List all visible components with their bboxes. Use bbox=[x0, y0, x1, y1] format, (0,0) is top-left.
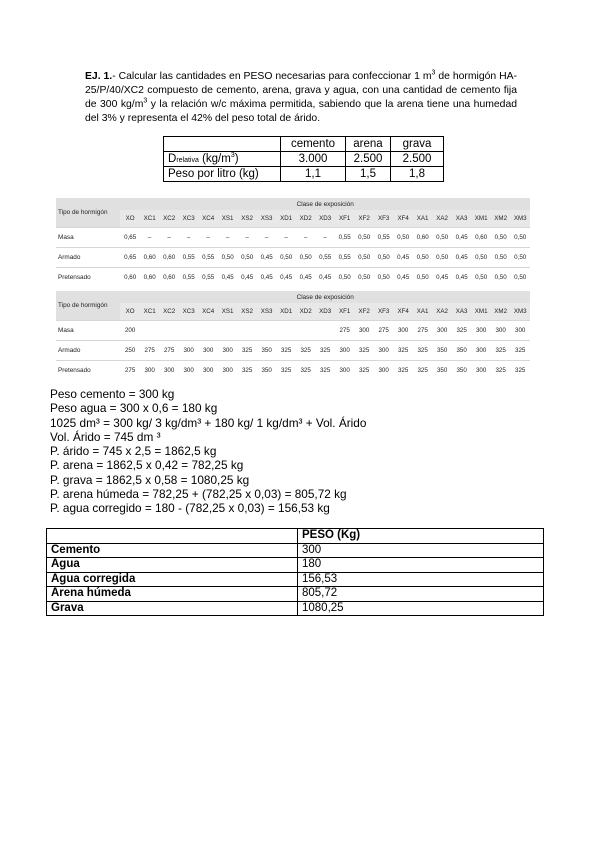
exposure-table-wc bbox=[56, 198, 530, 287]
exposure-value: – bbox=[237, 228, 257, 248]
table-row bbox=[47, 558, 544, 573]
exposure-code: XA3 bbox=[452, 303, 472, 321]
results-header-peso: PESO (Kg) bbox=[298, 529, 544, 544]
exposure-code: XA2 bbox=[432, 210, 452, 228]
exposure-value: 300 bbox=[198, 361, 218, 381]
exposure-value: – bbox=[179, 228, 199, 248]
calc-line: Vol. Árido = 745 dm ³ bbox=[50, 429, 161, 444]
exposure-value: 0,45 bbox=[276, 268, 296, 288]
exposure-code: XO bbox=[120, 210, 140, 228]
exposure-value: – bbox=[257, 228, 277, 248]
exposure-code: XS1 bbox=[218, 303, 238, 321]
density-row1-label-sub: relativa bbox=[176, 157, 199, 164]
exposure-value: 325 bbox=[296, 361, 316, 381]
exposure-value: 0,55 bbox=[198, 248, 218, 268]
exposure-code: XS2 bbox=[237, 210, 257, 228]
exposure-code: XS3 bbox=[257, 210, 277, 228]
table-row bbox=[56, 268, 530, 288]
exposure-value: 0,60 bbox=[159, 268, 179, 288]
exposure-value: 0,50 bbox=[335, 268, 355, 288]
results-header-row bbox=[47, 529, 544, 544]
exposure-value: 0,65 bbox=[120, 228, 140, 248]
exposure-value: 0,65 bbox=[120, 248, 140, 268]
results-value: 156,53 bbox=[298, 572, 544, 587]
exposure-row-label: Pretensado bbox=[56, 268, 120, 288]
exposure-code: XD1 bbox=[276, 303, 296, 321]
calc-line: P. grava = 1862,5 x 0,58 = 1080,25 kg bbox=[50, 472, 250, 487]
exposure-value: 0,50 bbox=[413, 268, 433, 288]
exposure-value: 0,45 bbox=[315, 268, 335, 288]
exposure-value: 0,50 bbox=[354, 268, 374, 288]
exposure-value: 0,55 bbox=[335, 228, 355, 248]
exposure-value: 0,50 bbox=[471, 268, 491, 288]
exposure-code: XD1 bbox=[276, 210, 296, 228]
exposure-table-cement bbox=[56, 291, 530, 380]
exposure-code: XF3 bbox=[374, 303, 394, 321]
exposure-value: 300 bbox=[159, 361, 179, 381]
density-header-row bbox=[164, 137, 444, 152]
problem-text-1: - Calcular las cantidades en PESO necesarias para confeccionar 1 m bbox=[112, 71, 432, 82]
exposure-value: 325 bbox=[296, 341, 316, 361]
results-label: Grava bbox=[47, 601, 298, 616]
exposure-value: 325 bbox=[413, 341, 433, 361]
exposure-value: 300 bbox=[510, 321, 530, 341]
exposure-value: 300 bbox=[179, 341, 199, 361]
exposure-value: 275 bbox=[413, 321, 433, 341]
exposure-value: 0,55 bbox=[179, 268, 199, 288]
exposure-code: XS1 bbox=[218, 210, 238, 228]
exposure-value bbox=[237, 321, 257, 341]
exposure-value: 0,45 bbox=[393, 248, 413, 268]
density-row1-label-main: D bbox=[168, 153, 177, 165]
exposure-value: 0,50 bbox=[510, 248, 530, 268]
results-value: 805,72 bbox=[298, 587, 544, 602]
exposure-value: – bbox=[218, 228, 238, 248]
exposure-value: 325 bbox=[491, 361, 511, 381]
exposure-value: 0,50 bbox=[491, 268, 511, 288]
exposure-value: 0,50 bbox=[354, 248, 374, 268]
exposure-value: 0,60 bbox=[140, 268, 160, 288]
exposure-value bbox=[159, 321, 179, 341]
table-row bbox=[56, 341, 530, 361]
exposure-value: 0,50 bbox=[393, 228, 413, 248]
exposure-value: 325 bbox=[413, 361, 433, 381]
exposure-code: XA2 bbox=[432, 303, 452, 321]
exposure-value: 275 bbox=[159, 341, 179, 361]
density-table bbox=[163, 136, 444, 182]
exposure-value: 250 bbox=[120, 341, 140, 361]
exposure-code: XC4 bbox=[198, 210, 218, 228]
exposure-code: XF2 bbox=[354, 210, 374, 228]
exposure-value: 0,50 bbox=[413, 248, 433, 268]
problem-statement bbox=[85, 70, 517, 126]
exposure-code: XF2 bbox=[354, 303, 374, 321]
exposure-value: 0,45 bbox=[393, 268, 413, 288]
exposure-value: 0,50 bbox=[432, 248, 452, 268]
exposure-row-label: Masa bbox=[56, 228, 120, 248]
density-row1-label bbox=[164, 152, 281, 167]
exposure-value: 325 bbox=[276, 361, 296, 381]
exposure-value: 350 bbox=[432, 361, 452, 381]
exposure-value: 325 bbox=[491, 341, 511, 361]
exposure-value: 300 bbox=[471, 321, 491, 341]
calc-line: P. árido = 745 x 2,5 = 1862,5 kg bbox=[50, 444, 217, 459]
exposure-value: 0,50 bbox=[491, 248, 511, 268]
exposure-value bbox=[276, 321, 296, 341]
exposure-value: 300 bbox=[374, 341, 394, 361]
calc-line: P. arena = 1862,5 x 0,42 = 782,25 kg bbox=[50, 458, 244, 473]
exposure-code: XA1 bbox=[413, 210, 433, 228]
density-row1-grava: 2.500 bbox=[391, 152, 444, 167]
density-header-cemento: cemento bbox=[281, 137, 346, 152]
exposure-value: 300 bbox=[374, 361, 394, 381]
exposure-value: 300 bbox=[432, 321, 452, 341]
exposure-value: 0,50 bbox=[510, 268, 530, 288]
exposure-value: 0,55 bbox=[179, 248, 199, 268]
exposure-value: 300 bbox=[354, 321, 374, 341]
exposure-code: XM3 bbox=[510, 210, 530, 228]
exposure-code: XD2 bbox=[296, 303, 316, 321]
exposure-value: 0,55 bbox=[198, 268, 218, 288]
exposure-value: 0,45 bbox=[257, 268, 277, 288]
exposure-value: 0,50 bbox=[491, 228, 511, 248]
exposure-code: XF4 bbox=[393, 210, 413, 228]
density-row1-unit: (kg/m bbox=[198, 153, 231, 165]
exposure-code: XC2 bbox=[159, 210, 179, 228]
exposure-value: – bbox=[276, 228, 296, 248]
exposure-row-label: Armado bbox=[56, 248, 120, 268]
exposure-value: 0,50 bbox=[374, 248, 394, 268]
results-label: Arena húmeda bbox=[47, 587, 298, 602]
exposure-value: 350 bbox=[257, 341, 277, 361]
exposure-code: XC4 bbox=[198, 303, 218, 321]
exposure-value: – bbox=[296, 228, 316, 248]
exposure-value: 0,50 bbox=[276, 248, 296, 268]
exposure-header-row bbox=[56, 291, 530, 303]
exposure-type-header: Tipo de hormigón bbox=[56, 291, 120, 321]
exposure-value: 350 bbox=[452, 341, 472, 361]
exposure-value: 325 bbox=[510, 341, 530, 361]
exposure-value: 0,50 bbox=[374, 268, 394, 288]
exposure-code: XM1 bbox=[471, 303, 491, 321]
exposure-value: 325 bbox=[393, 361, 413, 381]
exposure-code: XF3 bbox=[374, 210, 394, 228]
density-row2-arena: 1,5 bbox=[346, 167, 391, 182]
calc-line: Peso cemento = 300 kg bbox=[50, 387, 175, 401]
exposure-value: 325 bbox=[237, 361, 257, 381]
exposure-code: XM2 bbox=[491, 303, 511, 321]
exposure-code: XF1 bbox=[335, 210, 355, 228]
exposure-value: 0,55 bbox=[335, 248, 355, 268]
exposure-value: 200 bbox=[120, 321, 140, 341]
table-row bbox=[56, 248, 530, 268]
problem-label: EJ. 1. bbox=[85, 71, 113, 82]
exposure-value: 0,45 bbox=[257, 248, 277, 268]
exposure-value: 0,45 bbox=[218, 268, 238, 288]
exposure-value: 300 bbox=[335, 341, 355, 361]
exposure-code: XC3 bbox=[179, 303, 199, 321]
exposure-value: 300 bbox=[179, 361, 199, 381]
exposure-code: XC3 bbox=[179, 210, 199, 228]
table-row bbox=[56, 361, 530, 381]
exposure-value: 0,50 bbox=[471, 248, 491, 268]
exposure-value bbox=[315, 321, 335, 341]
table-row bbox=[56, 228, 530, 248]
exposure-value: – bbox=[159, 228, 179, 248]
exposure-code: XS2 bbox=[237, 303, 257, 321]
results-value: 1080,25 bbox=[298, 601, 544, 616]
table-row bbox=[47, 572, 544, 587]
exposure-value: 0,55 bbox=[315, 248, 335, 268]
exposure-value: 0,45 bbox=[452, 248, 472, 268]
results-label: Agua bbox=[47, 558, 298, 573]
exposure-value: 0,55 bbox=[374, 228, 394, 248]
exposure-value: 0,60 bbox=[120, 268, 140, 288]
results-label: Cemento bbox=[47, 543, 298, 558]
exposure-code: XC1 bbox=[140, 210, 160, 228]
exposure-value bbox=[140, 321, 160, 341]
exposure-value: 350 bbox=[432, 341, 452, 361]
exposure-value: 300 bbox=[140, 361, 160, 381]
exposure-value: 300 bbox=[471, 361, 491, 381]
exposure-value: – bbox=[140, 228, 160, 248]
exposure-value: 300 bbox=[218, 361, 238, 381]
results-label: Agua corregida bbox=[47, 572, 298, 587]
density-header-empty bbox=[164, 137, 281, 152]
exposure-value: 0,60 bbox=[471, 228, 491, 248]
density-row1-unit-sup: 3 bbox=[230, 152, 235, 160]
exposure-codes-row bbox=[56, 210, 530, 228]
exposure-code: XA3 bbox=[452, 210, 472, 228]
results-value: 300 bbox=[298, 543, 544, 558]
density-row-weight bbox=[164, 167, 444, 182]
exposure-value: 275 bbox=[140, 341, 160, 361]
results-header-empty bbox=[47, 529, 298, 544]
exposure-value: 325 bbox=[237, 341, 257, 361]
problem-text-2: de hormigón HA-25/P/40/XC2 compuesto de cemento, arena, grava y agua, con una cantidad de cemento fija de 300 kg/m bbox=[85, 71, 517, 110]
exposure-code: XO bbox=[120, 303, 140, 321]
results-table bbox=[46, 528, 544, 616]
density-row2-label: Peso por litro (kg) bbox=[164, 167, 281, 182]
density-row1-arena: 2.500 bbox=[346, 152, 391, 167]
exposure-value bbox=[296, 321, 316, 341]
exposure-value: 325 bbox=[393, 341, 413, 361]
exposure-value: 325 bbox=[315, 341, 335, 361]
density-row1-unit-end: ) bbox=[234, 153, 239, 165]
exposure-value: 300 bbox=[471, 341, 491, 361]
density-header-arena: arena bbox=[346, 137, 391, 152]
exposure-value: 325 bbox=[354, 341, 374, 361]
exposure-value bbox=[198, 321, 218, 341]
exposure-value bbox=[179, 321, 199, 341]
exposure-value: 325 bbox=[510, 361, 530, 381]
exposure-value: 0,45 bbox=[296, 268, 316, 288]
exposure-value: 350 bbox=[452, 361, 472, 381]
exposure-code: XM1 bbox=[471, 210, 491, 228]
exposure-value: 275 bbox=[120, 361, 140, 381]
calc-line: P. arena húmeda = 782,25 + (782,25 x 0,03) = 805,72 kg bbox=[50, 487, 347, 502]
exposure-value: – bbox=[315, 228, 335, 248]
table-row bbox=[47, 587, 544, 602]
exposure-code: XF1 bbox=[335, 303, 355, 321]
problem-text-3: y la relación w/c máxima permitida, sabiendo que la arena tiene una humedad del 3% y representa el 42% del peso total de árido. bbox=[85, 99, 517, 124]
exposure-value: 0,50 bbox=[296, 248, 316, 268]
exposure-code: XD3 bbox=[315, 303, 335, 321]
results-value: 180 bbox=[298, 558, 544, 573]
exposure-codes-row bbox=[56, 303, 530, 321]
exposure-code: XS3 bbox=[257, 303, 277, 321]
exposure-value: 0,50 bbox=[432, 228, 452, 248]
exposure-class-header: Clase de exposición bbox=[120, 291, 530, 303]
problem-text-sup: 3 bbox=[431, 69, 436, 77]
exposure-value: 0,50 bbox=[510, 228, 530, 248]
exposure-code: XM3 bbox=[510, 303, 530, 321]
table-row bbox=[47, 601, 544, 616]
exposure-value: – bbox=[198, 228, 218, 248]
table-row bbox=[47, 543, 544, 558]
exposure-value: 325 bbox=[276, 341, 296, 361]
exposure-value: 325 bbox=[315, 361, 335, 381]
exposure-value: 275 bbox=[335, 321, 355, 341]
exposure-row-label: Pretensado bbox=[56, 361, 120, 381]
exposure-value: 275 bbox=[374, 321, 394, 341]
exposure-value: 0,45 bbox=[237, 268, 257, 288]
exposure-header-row bbox=[56, 198, 530, 210]
table-row bbox=[56, 321, 530, 341]
exposure-value: 325 bbox=[354, 361, 374, 381]
problem-text-sup2: 3 bbox=[143, 97, 148, 105]
exposure-value: 300 bbox=[335, 361, 355, 381]
exposure-value: 0,45 bbox=[452, 268, 472, 288]
exposure-value: 0,45 bbox=[452, 228, 472, 248]
calculation-steps bbox=[50, 387, 366, 516]
exposure-value: 0,45 bbox=[432, 268, 452, 288]
calc-line: P. agua corregido = 180 - (782,25 x 0,03) = 156,53 kg bbox=[50, 501, 330, 516]
exposure-value: 350 bbox=[257, 361, 277, 381]
exposure-value: 0,50 bbox=[354, 228, 374, 248]
exposure-value: 300 bbox=[198, 341, 218, 361]
density-row2-cemento: 1,1 bbox=[281, 167, 346, 182]
exposure-value: 0,50 bbox=[218, 248, 238, 268]
exposure-value: 325 bbox=[452, 321, 472, 341]
calc-line: Peso agua = 300 x 0,6 = 180 kg bbox=[50, 401, 218, 416]
exposure-code: XA1 bbox=[413, 303, 433, 321]
exposure-code: XC1 bbox=[140, 303, 160, 321]
exposure-code: XF4 bbox=[393, 303, 413, 321]
exposure-value: 300 bbox=[393, 321, 413, 341]
exposure-value: 0,60 bbox=[140, 248, 160, 268]
exposure-code: XD3 bbox=[315, 210, 335, 228]
density-header-grava: grava bbox=[391, 137, 444, 152]
exposure-code: XD2 bbox=[296, 210, 316, 228]
exposure-code: XM2 bbox=[491, 210, 511, 228]
exposure-value: 0,50 bbox=[237, 248, 257, 268]
exposure-value: 0,60 bbox=[159, 248, 179, 268]
density-row1-cemento: 3.000 bbox=[281, 152, 346, 167]
exposure-row-label: Masa bbox=[56, 321, 120, 341]
calc-line: 1025 dm³ = 300 kg/ 3 kg/dm³ + 180 kg/ 1 kg/dm³ + Vol. Árido bbox=[50, 415, 367, 430]
exposure-value: 300 bbox=[218, 341, 238, 361]
exposure-code: XC2 bbox=[159, 303, 179, 321]
exposure-value bbox=[257, 321, 277, 341]
exposure-row-label: Armado bbox=[56, 341, 120, 361]
exposure-value bbox=[218, 321, 238, 341]
exposure-type-header: Tipo de hormigón bbox=[56, 198, 120, 228]
exposure-class-header: Clase de exposición bbox=[120, 198, 530, 210]
density-row2-grava: 1,8 bbox=[391, 167, 444, 182]
exposure-value: 300 bbox=[491, 321, 511, 341]
density-row-relative bbox=[164, 152, 444, 167]
exposure-value: 0,60 bbox=[413, 228, 433, 248]
